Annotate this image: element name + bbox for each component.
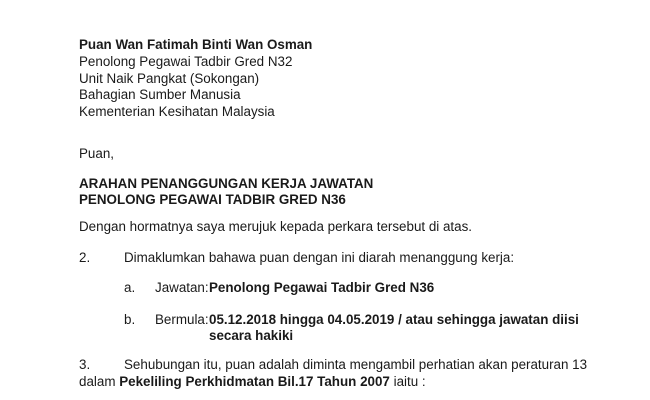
recipient-line: Kementerian Kesihatan Malaysia — [79, 104, 275, 119]
subject-line: ARAHAN PENANGGUNGAN KERJA JAWATAN — [79, 176, 374, 191]
inline-text: iaitu : — [393, 374, 426, 389]
item-value: 05.12.2018 hingga 04.05.2019 / atau sehingga jawatan diisi — [209, 312, 579, 327]
recipient-line: Bahagian Sumber Manusia — [79, 87, 241, 102]
recipient-line: Unit Naik Pangkat (Sokongan) — [79, 71, 260, 86]
item-value: Penolong Pegawai Tadbir Gred N36 — [209, 280, 435, 295]
subject-line: PENOLONG PEGAWAI TADBIR GRED N36 — [79, 192, 346, 207]
inline-text: dalam — [79, 374, 116, 389]
intro-paragraph: Dengan hormatnya saya merujuk kepada perkara tersebut di atas. — [79, 219, 473, 234]
paragraph-text: Dimaklumkan bahawa puan dengan ini diarah menanggung kerja: — [124, 250, 515, 265]
item-letter: b. — [124, 312, 136, 327]
recipient-name: Puan Wan Fatimah Binti Wan Osman — [79, 37, 313, 52]
paragraph-number: 3. — [79, 357, 91, 372]
paragraph-text: Sehubungan itu, puan adalah diminta mengambil perhatian akan peraturan 13 — [124, 357, 588, 372]
recipient-line: Penolong Pegawai Tadbir Gred N32 — [79, 54, 293, 69]
item-label: Jawatan: — [155, 280, 209, 295]
item-label: Bermula: — [155, 312, 209, 327]
salutation: Puan, — [79, 146, 114, 161]
item-value-continued: secara hakiki — [209, 328, 294, 343]
circular-reference: Pekeliling Perkhidmatan Bil.17 Tahun 2007 — [119, 374, 390, 389]
paragraph-number: 2. — [79, 250, 91, 265]
item-letter: a. — [124, 280, 136, 295]
paragraph-text-line2 — [79, 374, 426, 389]
